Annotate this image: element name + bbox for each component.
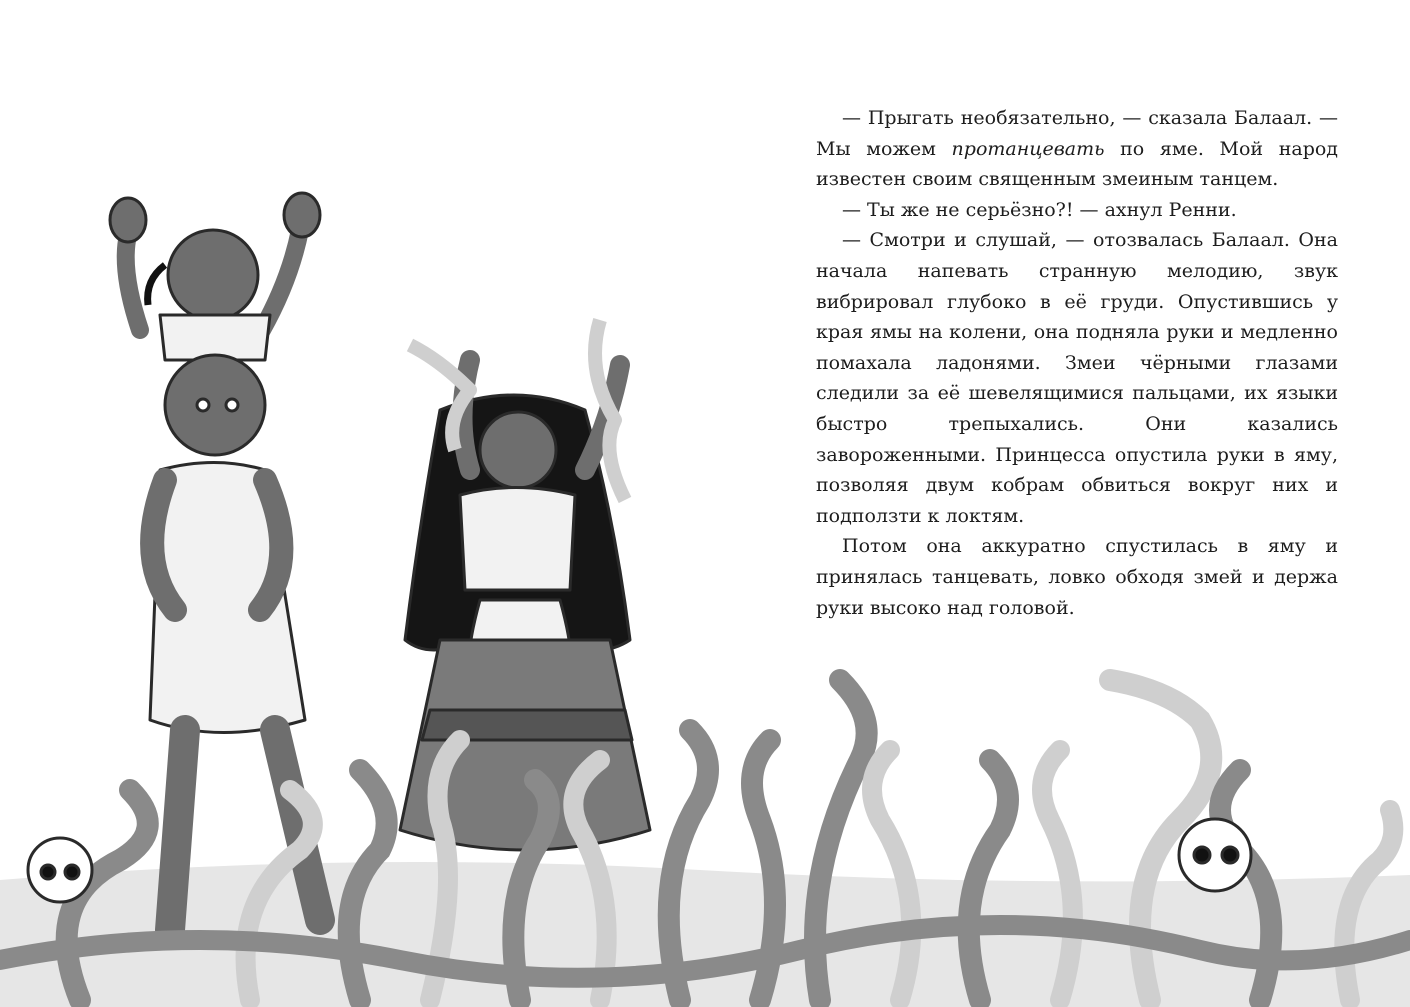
boy-left-leg	[170, 730, 185, 930]
child-head	[168, 230, 258, 320]
child-left-hand	[110, 198, 146, 242]
paragraph-4-text: Потом она аккуратно спустилась в яму и принялась танцевать, ловко обходя змей и держа руки высоко над головой.	[816, 535, 1338, 619]
child-right-hand	[284, 193, 320, 237]
child-braid	[148, 265, 165, 305]
boy-eye-left	[197, 399, 209, 411]
child-left-arm	[126, 235, 140, 330]
child-shirt	[160, 315, 270, 360]
princess-blouse	[460, 488, 575, 591]
paragraph-1-part-1: — Прыгать необязательно, — сказала Балаал. — Мы можем	[816, 107, 1338, 160]
skull-right	[1179, 819, 1251, 891]
paragraph-1-part-3: по яме. Мой народ известен своим священным змеиным танцем.	[816, 137, 1338, 191]
boy-eye-right	[226, 399, 238, 411]
paragraph-3-text: — Смотри и слушай, — отозвалась Балаал. Она начала напевать странную мелодию, звук вибрировал глубоко в её груди. Опустившись у края ямы на колени, она подняла руки и медленно помахала ладонями. Змеи чёрными глазами следили за её шевелящимися пальцами, их языки быстро трепыхались. Они казались завороженными. Принцесса опустила руки в яму, позволяя двум кобрам обвиться вокруг них и подползти к локтям.	[816, 229, 1338, 527]
boy-head	[165, 355, 265, 455]
emphasis-word: протанцевать	[951, 137, 1105, 160]
skull-left	[28, 838, 92, 902]
paragraph-2-text: — Ты же не серьёзно?! — ахнул Ренни.	[842, 198, 1237, 221]
princess-face	[480, 412, 556, 488]
